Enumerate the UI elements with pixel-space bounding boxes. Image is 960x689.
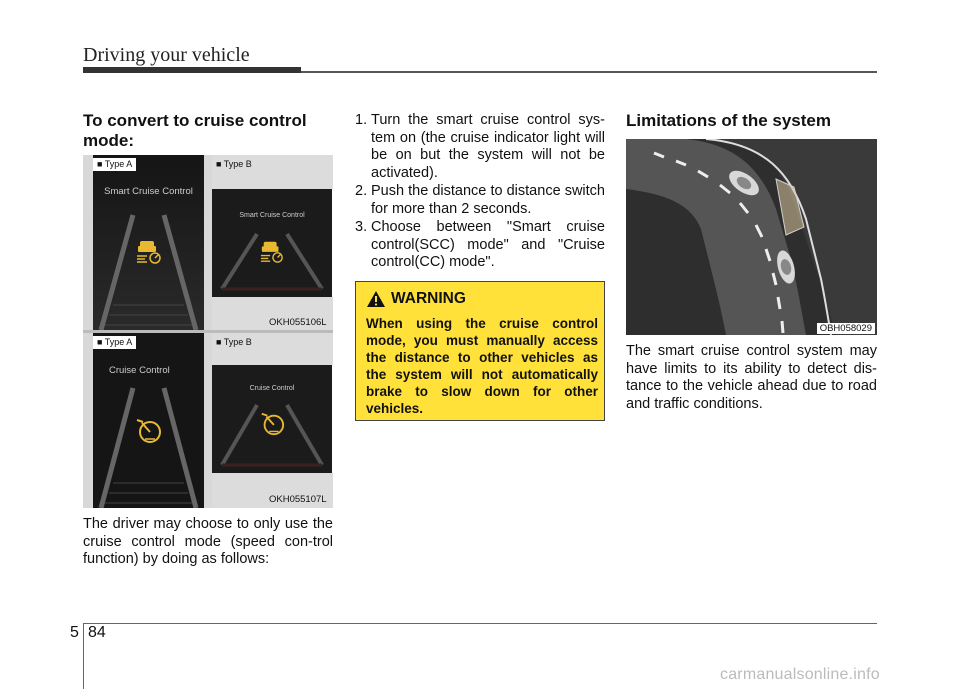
cluster-panel-scc-type-a [93, 155, 204, 330]
figure-margin [83, 155, 93, 330]
page-number: 84 [88, 624, 106, 641]
warning-triangle-icon [366, 290, 386, 308]
figure-gap [204, 155, 212, 330]
step-number: 2. [355, 183, 368, 199]
curved-road-illustration [626, 139, 877, 335]
figure-gap [204, 333, 212, 508]
figure-code: OKH055107L [269, 494, 327, 505]
step-number: 3. [355, 219, 368, 235]
section-heading-limitations: Limitations of the system [626, 111, 831, 130]
steps-list [355, 112, 605, 273]
type-b-tag: ■ Type B [212, 336, 256, 349]
smart-cruise-icon [135, 238, 163, 264]
step-text: Turn the smart cruise control sys-tem on (the cruise indicator light will be on but the system will not be activated). [371, 112, 605, 181]
watermark-text: carmanualsonline.info [720, 666, 880, 683]
smart-cruise-icon [259, 239, 285, 263]
figure-code: OBH058029 [817, 323, 875, 334]
step-number: 1. [355, 112, 368, 128]
cluster-panel-cc-type-a [93, 333, 204, 508]
panel-title: Cruise Control [109, 365, 170, 376]
panel-title: Cruise Control [249, 385, 295, 392]
chapter-number: 5 [70, 624, 79, 641]
warning-header [366, 290, 466, 308]
panel-title: Smart Cruise Control [239, 212, 305, 219]
type-b-tag: ■ Type B [212, 158, 256, 171]
footer-rule [83, 623, 877, 624]
cluster-panel-cc-type-b [212, 365, 332, 473]
cluster-figure [83, 155, 333, 508]
warning-title: WARNING [391, 290, 466, 307]
step-item [355, 183, 605, 218]
limitations-paragraph: The smart cruise control system may have limits to its ability to detect dis-tance to the vehicle ahead due to road and traffic conditions. [626, 343, 877, 412]
warning-box [355, 281, 605, 421]
panel-title: Smart Cruise Control [104, 186, 193, 197]
figure-margin [83, 333, 93, 508]
page-header-title: Driving your vehicle [83, 44, 250, 66]
curved-road-graphic [626, 139, 877, 335]
cruise-gauge-icon [133, 417, 163, 445]
step-item [355, 219, 605, 272]
step-item [355, 112, 605, 182]
type-a-tag: ■ Type A [93, 336, 136, 349]
header-bar [83, 67, 301, 73]
convert-paragraph: The driver may choose to only use the cruise control mode (speed con-trol function) by doing as follows: [83, 516, 333, 567]
cluster-panel-scc-type-b [212, 189, 332, 297]
header-rule [301, 71, 877, 73]
section-heading-convert: To convert to cruise control mode: [83, 111, 307, 150]
step-text: Choose between "Smart cruise control(SCC) mode" and "Cruise control(CC) mode". [371, 219, 605, 270]
type-a-tag: ■ Type A [93, 158, 136, 171]
step-text: Push the distance to distance switch for more than 2 seconds. [371, 183, 605, 217]
cruise-gauge-icon [258, 411, 286, 437]
figure-code: OKH055106L [269, 317, 327, 328]
warning-text: When using the cruise control mode, you must manually access the distance to other vehicles as the system will not automatically brake to slow down for other vehicles. [366, 316, 598, 416]
footer-vertical-rule [83, 624, 84, 689]
